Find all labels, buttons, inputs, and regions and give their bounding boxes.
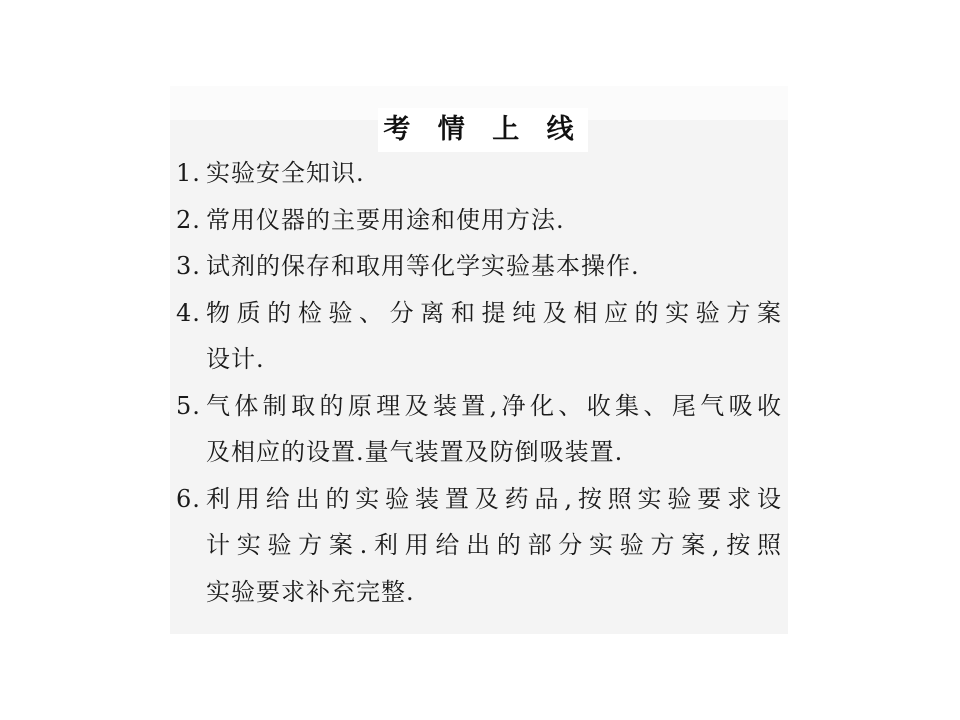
list-item bbox=[176, 197, 782, 244]
item-text: 物质的检验、分离和提纯及相应的实验方案 bbox=[206, 298, 782, 327]
item-text: 计实验方案.利用给出的部分实验方案,按照 bbox=[206, 531, 782, 559]
item-text: 实验要求补充完整. bbox=[206, 577, 415, 606]
list-item bbox=[176, 290, 782, 383]
item-text: 设计. bbox=[206, 345, 265, 373]
list-item bbox=[176, 243, 782, 290]
item-text: 及相应的设置.量气装置及防倒吸装置. bbox=[206, 438, 624, 466]
item-text: 利用给出的实验装置及药品,按照实验要求设 bbox=[206, 484, 782, 513]
list-item bbox=[176, 383, 782, 476]
item-number: 5. bbox=[176, 391, 201, 420]
list-item bbox=[176, 476, 782, 616]
section-heading: 考 情 上 线 bbox=[378, 108, 588, 152]
requirements-list bbox=[176, 150, 782, 615]
item-number: 6. bbox=[176, 484, 201, 513]
item-number: 3. bbox=[176, 252, 201, 280]
list-item bbox=[176, 150, 782, 197]
item-text: 常用仪器的主要用途和使用方法. bbox=[206, 205, 565, 234]
item-number: 2. bbox=[176, 205, 201, 234]
item-number: 4. bbox=[176, 298, 201, 327]
item-text: 试剂的保存和取用等化学实验基本操作. bbox=[206, 252, 640, 280]
item-number: 1. bbox=[176, 159, 201, 187]
item-text: 气体制取的原理及装置,净化、收集、尾气吸收 bbox=[206, 391, 782, 420]
item-text: 实验安全知识. bbox=[206, 159, 365, 187]
